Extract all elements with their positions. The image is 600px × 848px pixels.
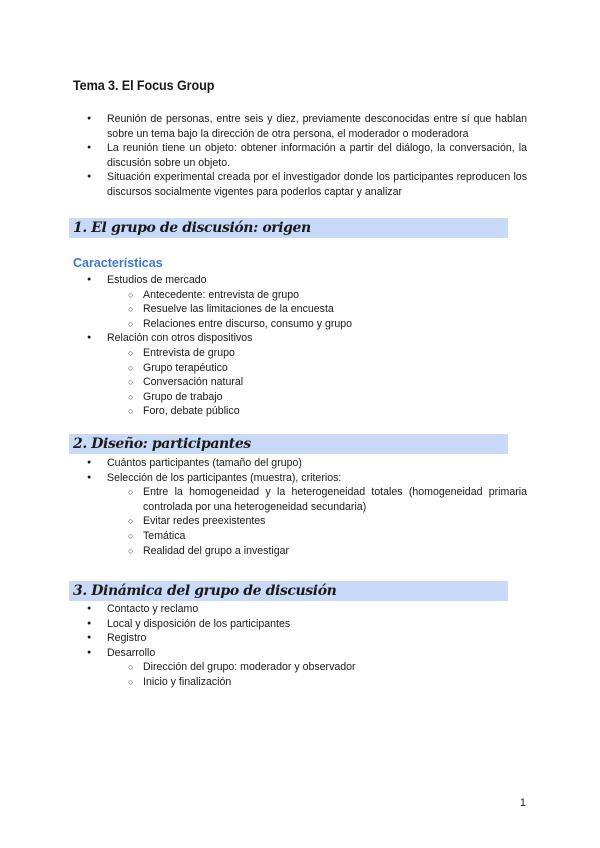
sublist-item: ○ Realidad del grupo a investigar (107, 544, 527, 559)
section-heading-origen (69, 218, 508, 238)
document-title: Tema 3. El Focus Group (73, 77, 215, 93)
sublist-item: ○ Inicio y finalización (107, 675, 527, 690)
page-number: 1 (520, 797, 526, 809)
list-item: ● La reunión tiene un objeto: obtener información a partir del diálogo, la conversación, la discusión sobre un objeto. (73, 141, 527, 170)
sublist (107, 485, 527, 558)
list-item: ● Registro (73, 631, 527, 646)
sublist-item: ○ Conversación natural (107, 375, 527, 390)
list-item: ● Contacto y reclamo (73, 602, 527, 617)
section-heading-diseno (69, 434, 508, 454)
list-item-label: Selección de los participantes (muestra), criterios: (107, 471, 342, 484)
diseno-list (73, 456, 527, 558)
intro-list (73, 112, 527, 200)
list-item-label: Relación con otros dispositivos (107, 332, 253, 345)
sublist-item: ○ Grupo de trabajo (107, 390, 527, 405)
sublist-item: ○ Temática (107, 529, 527, 544)
list-item-label: Desarrollo (107, 646, 156, 659)
section-title: 2. Diseño: participantes (73, 436, 251, 452)
list-item-label: Estudios de mercado (107, 274, 207, 286)
dinamica-list (73, 602, 527, 690)
sublist-item: ○ Evitar redes preexistentes (107, 514, 527, 529)
section-title: 3. Dinámica del grupo de discusión (73, 583, 337, 599)
subheading-caracteristicas: Características (73, 256, 163, 270)
sublist-item: ○ Resuelve las limitaciones de la encuesta (107, 302, 527, 317)
sublist-item: ○ Foro, debate público (107, 404, 527, 419)
list-item (73, 273, 527, 331)
list-item (73, 646, 527, 690)
list-item (73, 471, 527, 559)
list-item: ● Cuántos participantes (tamaño del grupo) (73, 456, 527, 471)
section-heading-dinamica (69, 581, 508, 601)
section-title: 1. El grupo de discusión: origen (73, 220, 311, 236)
sublist-item: ○ Grupo terapéutico (107, 361, 527, 376)
list-item: ● Reunión de personas, entre seis y diez, previamente desconocidas entre sí que hablan sobre un tema bajo la dirección de otra persona, el moderador o moderadora (73, 112, 527, 141)
sublist-item: ○ Entrevista de grupo (107, 346, 527, 361)
sublist-item: ○ Dirección del grupo: moderador y observador (107, 660, 527, 675)
sublist-item: ○ Entre la homogeneidad y la heterogeneidad totales (homogeneidad primaria controlada por una heterogeneidad secundaria) (107, 485, 527, 514)
sublist-item: ○ Relaciones entre discurso, consumo y grupo (107, 317, 527, 332)
sublist (107, 346, 527, 419)
sublist-item: ○ Antecedente: entrevista de grupo (107, 288, 527, 303)
list-item (73, 331, 527, 419)
list-item: ● Situación experimental creada por el investigador donde los participantes reproducen los discursos socialmente vigentes para poderlos captar y analizar (73, 170, 527, 199)
list-item: ● Local y disposición de los participantes (73, 617, 527, 632)
sublist (107, 288, 527, 332)
sublist (107, 660, 527, 689)
origen-list (73, 273, 527, 419)
